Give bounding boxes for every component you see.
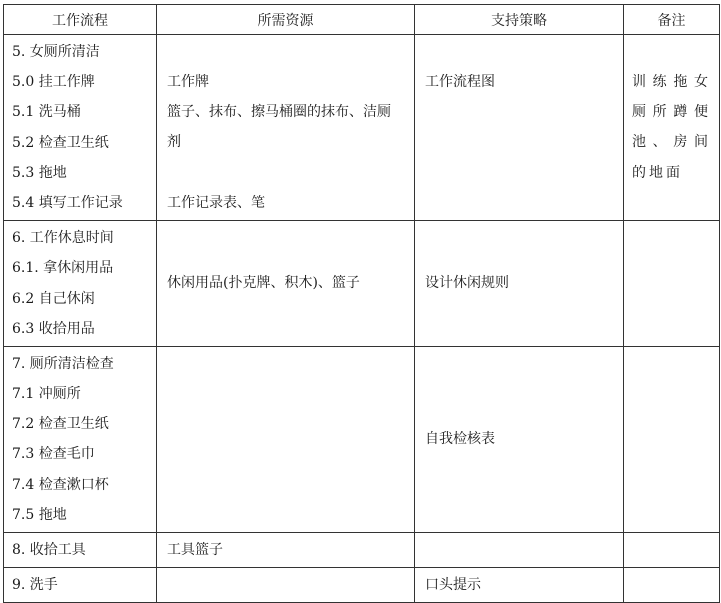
step-text: 7.5 拖地 (12, 506, 67, 523)
table-row (4, 221, 720, 347)
resource-text: 篮子、抹布、擦马桶圈的抹布、洁厕剂 (167, 104, 391, 151)
step-text: 5.0 挂工作牌 (12, 74, 95, 91)
support-cell (415, 221, 624, 347)
header-row (4, 5, 720, 35)
workflow-cell (4, 221, 157, 347)
support-text: 自我检核表 (425, 431, 495, 448)
step-text: 5.4 填写工作记录 (12, 194, 123, 211)
header-support: 支持策略 (415, 5, 624, 35)
support-cell (415, 533, 624, 568)
resources-cell (157, 221, 415, 347)
note-cell (624, 35, 720, 221)
step-text: 9. 洗手 (12, 577, 58, 594)
step-text: 5.3 拖地 (12, 164, 67, 181)
resources-cell (157, 35, 415, 221)
support-text: 口头提示 (425, 577, 481, 594)
step-text: 7.4 检查漱口杯 (12, 476, 109, 493)
step-text: 8. 收拾工具 (12, 542, 86, 558)
resource-text: 工具篮子 (167, 541, 223, 558)
resource-text: 工作牌 (167, 74, 209, 90)
table-row (4, 35, 720, 221)
support-cell (415, 346, 624, 532)
step-text: 7.2 检查卫生纸 (12, 416, 109, 433)
step-text: 6.3 收拾用品 (12, 320, 95, 337)
note-text: 训练拖女厕所蹲便池、房间的地面 (632, 74, 711, 181)
workflow-cell (4, 346, 157, 532)
note-cell (624, 346, 720, 532)
note-cell (624, 221, 720, 347)
note-cell (624, 568, 720, 603)
resource-text: 休闲用品(扑克牌、积木)、篮子 (167, 275, 360, 292)
workflow-cell (4, 35, 157, 221)
step-text: 5.2 检查卫生纸 (12, 134, 109, 151)
step-text: 5.1 洗马桶 (12, 104, 81, 121)
step-text: 6.1. 拿休闲用品 (12, 260, 114, 277)
step-text: 6.2 自己休闲 (12, 290, 95, 307)
step-text: 7. 厕所清洁检查 (12, 355, 114, 372)
note-cell (624, 533, 720, 568)
header-workflow: 工作流程 (4, 5, 157, 35)
workflow-cell (4, 533, 157, 568)
support-text: 工作流程图 (425, 74, 495, 90)
support-cell (415, 568, 624, 603)
resources-cell (157, 346, 415, 532)
resources-cell (157, 533, 415, 568)
resources-cell (157, 568, 415, 603)
step-text: 6. 工作休息时间 (12, 230, 114, 247)
step-text: 7.3 检查毛巾 (12, 446, 95, 463)
support-cell (415, 35, 624, 221)
table-row (4, 346, 720, 532)
table-row (4, 568, 720, 603)
header-notes: 备注 (624, 5, 720, 35)
support-text: 设计休闲规则 (425, 275, 509, 292)
header-resources: 所需资源 (157, 5, 415, 35)
workflow-cell (4, 568, 157, 603)
step-text: 7.1 冲厕所 (12, 386, 81, 403)
step-text: 5. 女厕所清洁 (12, 44, 100, 60)
resource-text: 工作记录表、笔 (167, 194, 265, 211)
workflow-table (3, 4, 720, 603)
table-row (4, 533, 720, 568)
